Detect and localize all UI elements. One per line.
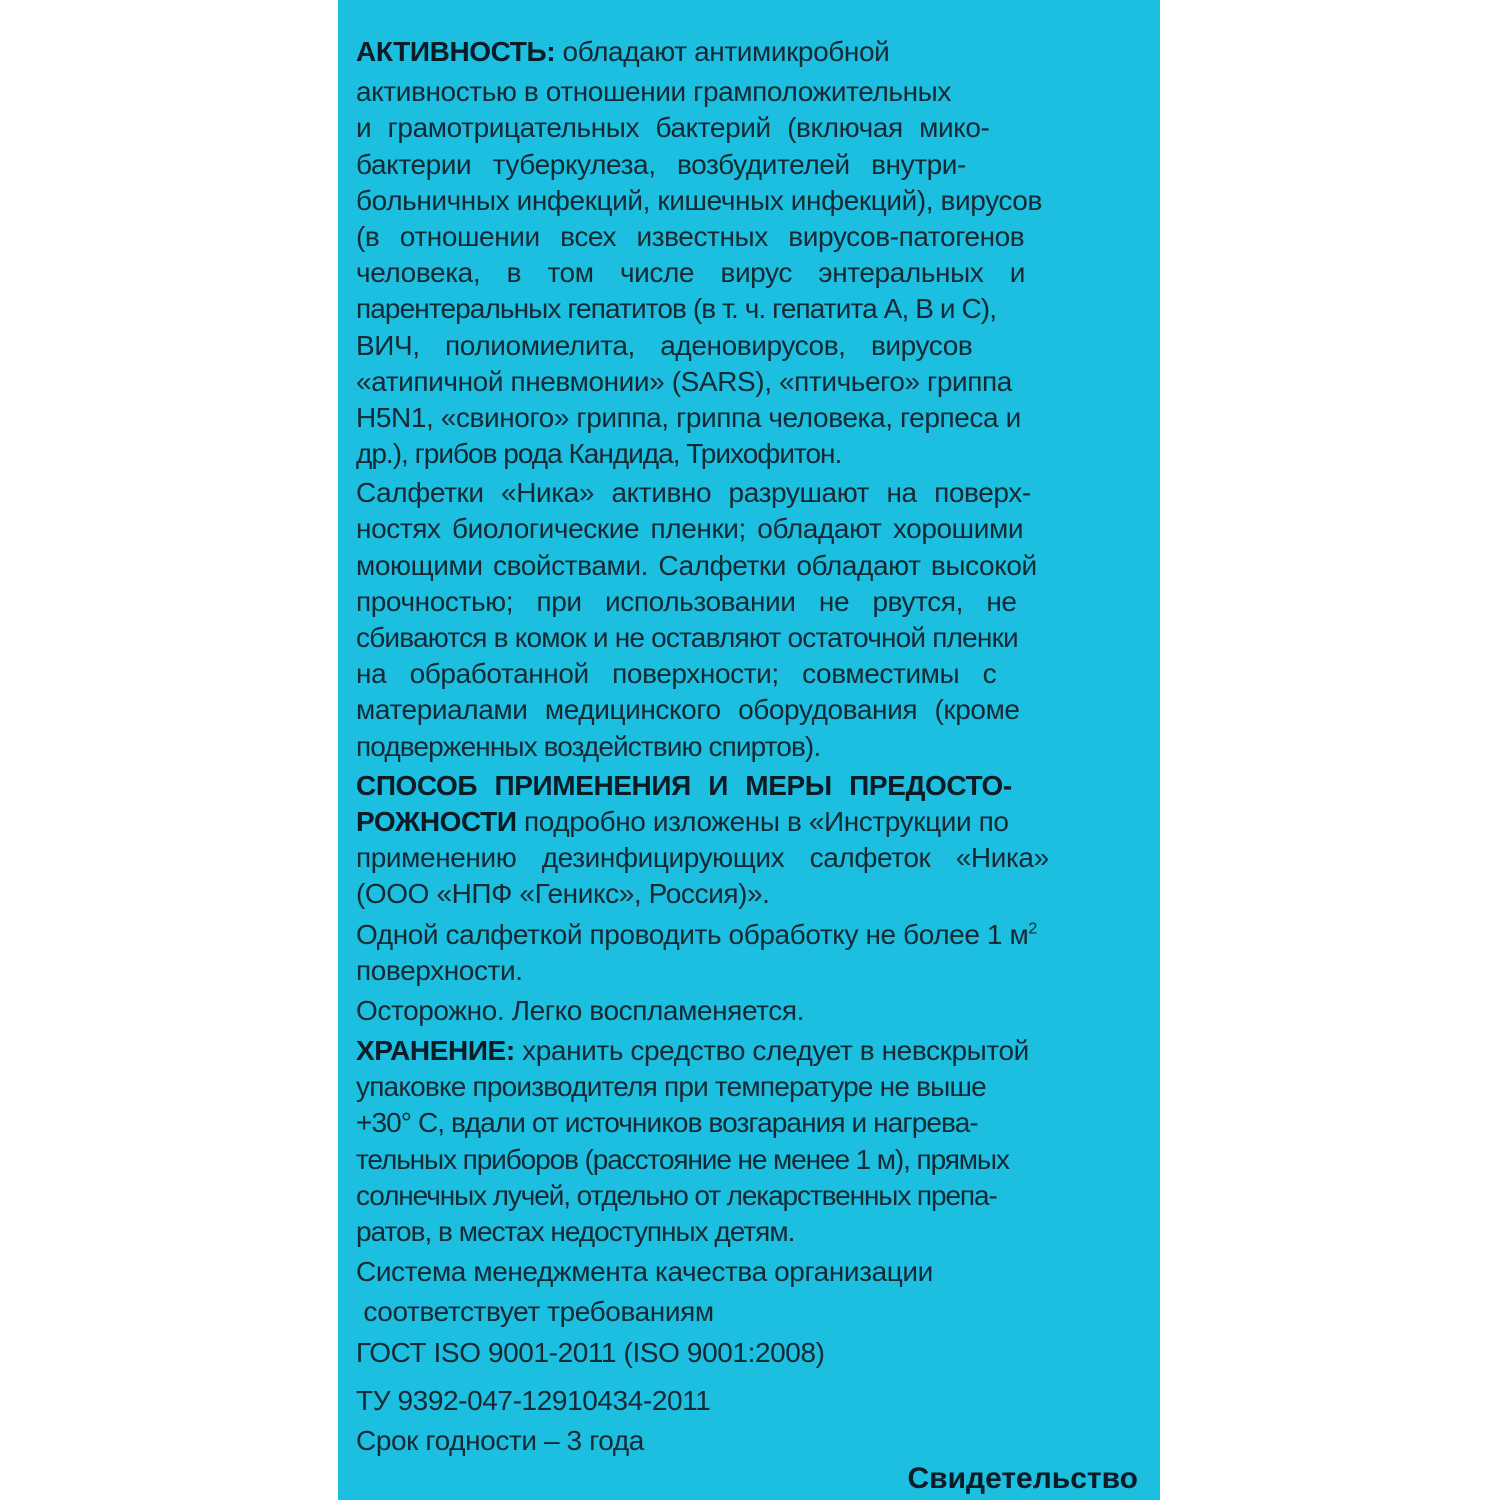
text-line: и грамотрицательных бактерий (включая мико-: [356, 112, 990, 144]
text-line: (в отношении всех известных вирусов-патогенов: [356, 220, 1025, 252]
text-line: тельных приборов (расстояние не менее 1 м), прямых: [356, 1143, 1009, 1175]
text-line: ВИЧ, полиомиелита, аденовирусов, вирусов: [356, 329, 973, 361]
usage-heading-continued: РОЖНОСТИ: [356, 805, 517, 837]
gost-standard: ГОСТ ISO 9001-2011 (ISO 9001:2008): [356, 1336, 825, 1368]
quality-section: [356, 1254, 1138, 1459]
shelf-life: Срок годности – 3 года: [356, 1424, 644, 1456]
text-line: моющими свойствами. Салфетки обладают высокой: [356, 549, 1037, 581]
text-line: Салфетки «Ника» активно разрушают на поверх-: [356, 477, 1031, 509]
text-line: парентеральных гепатитов (в т. ч. гепатита А, В и С),: [356, 293, 997, 325]
text-line: бактерии туберкулеза, возбудителей внутри-: [356, 148, 966, 180]
text-line: поверхности.: [356, 954, 523, 986]
text-line: ратов, в местах недоступных детям.: [356, 1216, 795, 1247]
certificate-label: Свидетельство: [907, 1462, 1138, 1495]
product-label-panel: [338, 0, 1160, 1500]
text-line: прочностью; при использовании не рвутся, не: [356, 585, 1017, 617]
text-line: применению дезинфицирующих салфеток «Ника»: [356, 842, 1049, 874]
text-line: ХРАНЕНИЕ: хранить средство следует в невскрытой: [356, 1035, 1029, 1067]
text-line: солнечных лучей, отдельно от лекарственных препа-: [356, 1179, 997, 1211]
storage-heading: ХРАНЕНИЕ:: [356, 1035, 515, 1067]
activity-section: [356, 34, 1138, 472]
text-line: др.), грибов рода Кандида, Трихофитон.: [356, 438, 842, 470]
text-line: человека, в том числе вирус энтеральных и: [356, 257, 1026, 289]
area-note: Одной салфеткой проводить обработку не более 1 $м^2$: [356, 918, 1037, 950]
quality-requirements-line: соответствует требованиям: [356, 1296, 714, 1328]
tu-number: ТУ 9392-047-12910434-2011: [356, 1384, 711, 1416]
activity-heading: АКТИВНОСТЬ:: [356, 36, 556, 67]
text-line: ностях биологические пленки; обладают хорошими: [356, 513, 1024, 545]
text-line: «атипичной пневмонии» (SARS), «птичьего» гриппа: [356, 365, 1012, 397]
text-line: сбиваются в комок и не оставляют остаточной пленки: [356, 622, 1018, 653]
text-line: РОЖНОСТИ подробно изложены в «Инструкции по: [356, 805, 1009, 837]
text-line: упаковке производителя при температуре не выше: [356, 1071, 986, 1103]
text-line: больничных инфекций, кишечных инфекций), вирусов: [356, 184, 1042, 216]
flammability-warning: Осторожно. Легко воспламеняется.: [356, 994, 805, 1026]
text-line: +30° С, вдали от источников возгарания и нагрева-: [356, 1107, 978, 1139]
activity-heading-line: АКТИВНОСТЬ: обладают антимикробной: [356, 36, 890, 67]
usage-heading: СПОСОБ ПРИМЕНЕНИЯ И МЕРЫ ПРЕДОСТО-: [356, 769, 1012, 801]
text-line: H5N1, «свиного» гриппа, гриппа человека, герпеса и: [356, 401, 1021, 433]
text-line: (ООО «НПФ «Геникс», Россия)».: [356, 878, 770, 910]
text-line: на обработанной поверхности; совместимы с: [356, 658, 997, 690]
text-line: материалами медицинского оборудования (кроме: [356, 694, 1020, 726]
text-line: подверженных воздействию спиртов).: [356, 730, 821, 762]
quality-system-line: Система менеджмента качества организации: [356, 1256, 933, 1288]
text-line: активностью в отношении грамположительных: [356, 76, 952, 108]
usage-section: [356, 768, 1138, 1029]
properties-section: [356, 475, 1138, 765]
storage-section: [356, 1033, 1138, 1250]
